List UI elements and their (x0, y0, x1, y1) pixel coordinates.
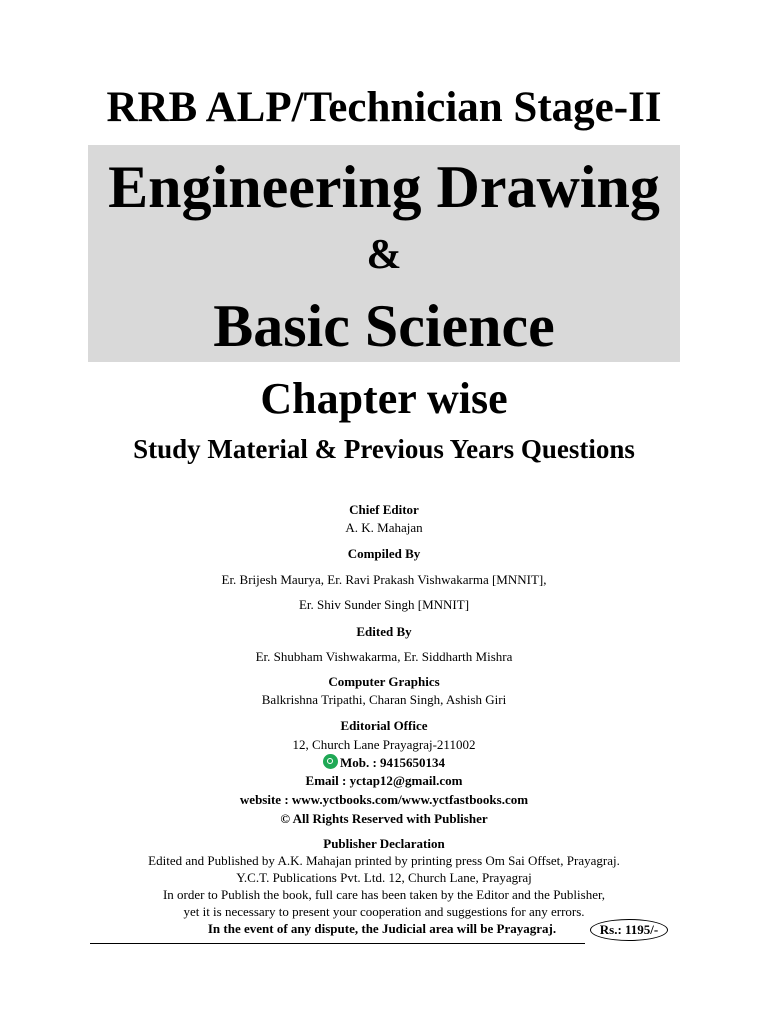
exam-title: RRB ALP/Technician Stage-II (106, 84, 662, 131)
mobile-number: Mob. : 9415650134 (339, 755, 446, 770)
chief-editor-label: Chief Editor (349, 502, 419, 517)
edited-by-names: Er. Shubham Vishwakarma, Er. Siddharth Mishra (255, 649, 513, 664)
editorial-office-label: Editorial Office (340, 718, 428, 733)
editorial-office-address: 12, Church Lane Prayagraj-211002 (292, 737, 476, 752)
website-line: website : www.yctbooks.com/www.yctfastbooks.com (239, 792, 529, 807)
bottom-rule (90, 943, 585, 944)
whatsapp-icon (323, 754, 338, 769)
chapter-wise-heading: Chapter wise (260, 374, 508, 423)
declaration-line-3: In order to Publish the book, full care has been taken by the Editor and the Publisher, (162, 887, 606, 902)
publisher-declaration-label: Publisher Declaration (323, 836, 445, 851)
title-ampersand: & (366, 232, 402, 278)
computer-graphics-label: Computer Graphics (328, 674, 440, 689)
computer-graphics-names: Balkrishna Tripathi, Charan Singh, Ashish Giri (261, 692, 507, 707)
edited-by-label: Edited By (356, 624, 412, 639)
declaration-line-4: yet it is necessary to present your cooperation and suggestions for any errors. (183, 904, 585, 919)
declaration-line-2: Y.C.T. Publications Pvt. Ltd. 12, Church Lane, Prayagraj (236, 870, 532, 885)
rights-line: © All Rights Reserved with Publisher (280, 811, 488, 826)
chief-editor-name: A. K. Mahajan (345, 520, 423, 535)
book-subtitle: Basic Science (213, 293, 555, 359)
book-title: Engineering Drawing (108, 154, 660, 220)
declaration-line-1: Edited and Published by A.K. Mahajan printed by printing press Om Sai Offset, Prayagraj. (148, 853, 620, 868)
compiled-by-label: Compiled By (347, 546, 421, 561)
mobile-line (0, 754, 768, 772)
compiled-by-line-1: Er. Brijesh Maurya, Er. Ravi Prakash Vishwakarma [MNNIT], (221, 572, 547, 587)
declaration-line-5: In the event of any dispute, the Judicial area will be Prayagraj. (207, 921, 557, 936)
email-line: Email : yctap12@gmail.com (305, 773, 463, 788)
price-badge: Rs.: 1195/- (590, 919, 668, 941)
study-material-heading: Study Material & Previous Years Questions (133, 434, 635, 464)
compiled-by-line-2: Er. Shiv Sunder Singh [MNNIT] (298, 597, 470, 612)
